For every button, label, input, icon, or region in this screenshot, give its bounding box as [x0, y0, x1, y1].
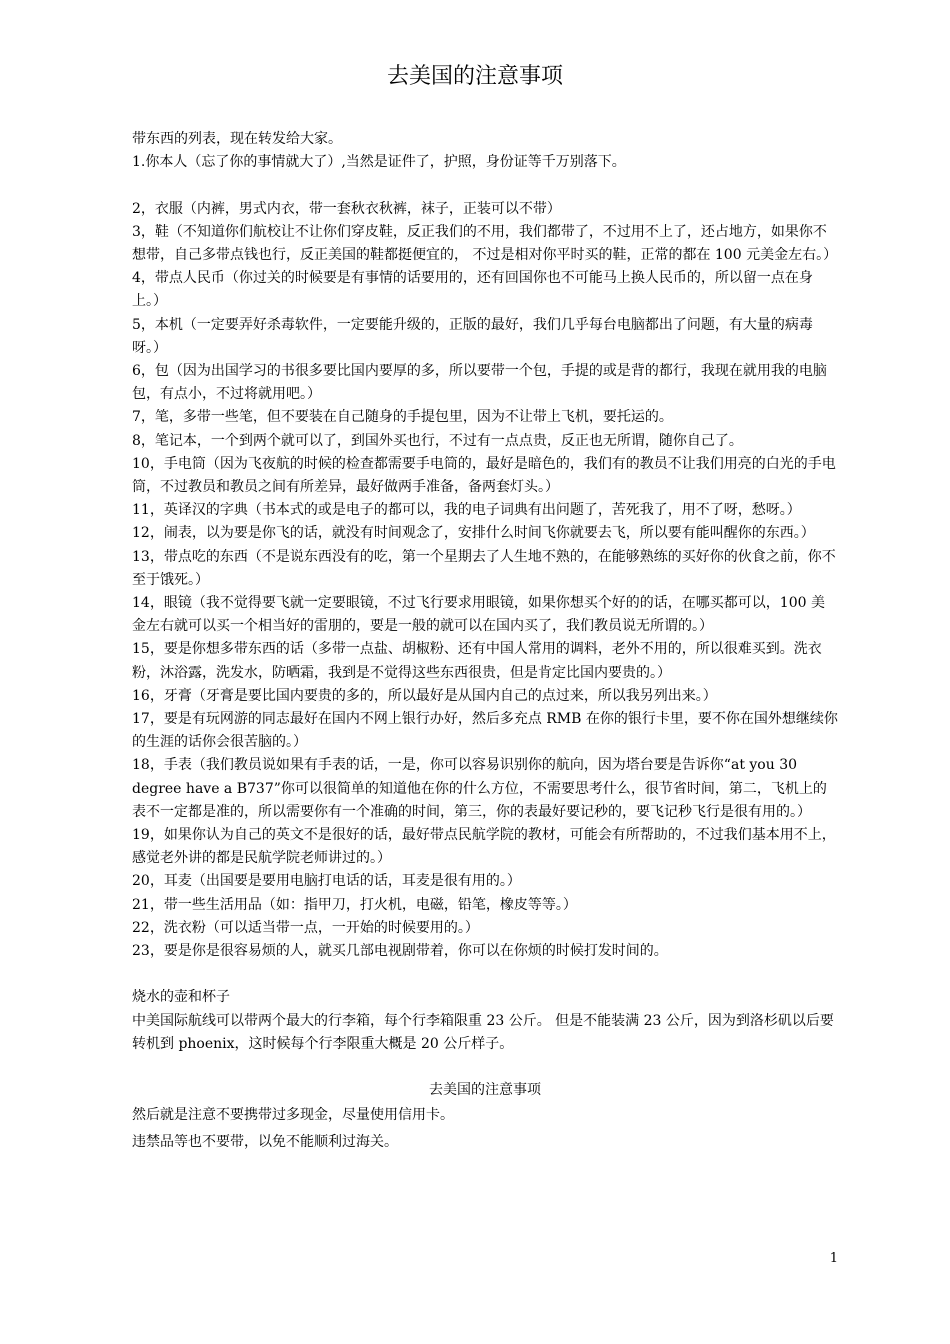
list-item: 2，衣服（内裤，男式内衣，带一套秋衣秋裤，袜子，正装可以不带）: [132, 200, 561, 217]
section-heading: 烧水的壶和杯子: [132, 989, 230, 1006]
list-item: 7，笔，多带一些笔，但不要装在自己随身的手提包里，因为不让带上飞机，要托运的。: [132, 409, 673, 426]
luggage-paragraph: 中美国际航线可以带两个最大的行李箱，每个行李箱限重 23 公斤。 但是不能装满 23 公斤，因为到洛杉矶以后要转机到 phoenix，这时候每个行李限重大概是 20 公斤样子。: [132, 1012, 834, 1052]
closing-line: 然后就是注意不要携带过多现金，尽量使用信用卡。: [132, 1107, 454, 1124]
list-item: 11，英译汉的字典（书本式的或是电子的都可以，我的电子词典有出问题了，苦死我了，用不了呀，愁呀。）: [132, 502, 801, 519]
list-item: 4，带点人民币（你过关的时候要是有事情的话要用的，还有回国你也不可能马上换人民币的，所以留一点在身上。）: [132, 270, 813, 310]
list-item: 3，鞋（不知道你们航校让不让你们穿皮鞋，反正我们的不用，我们都带了，不过用不上了，还占地方，如果你不想带，自己多带点钱也行，反正美国的鞋都挺便宜的， 不过是相对你平时买的鞋，正常的都在 100 元美金左右。）: [132, 223, 838, 263]
spacer: [132, 963, 838, 986]
closing-line: 违禁品等也不要带，以免不能顺利过海关。: [132, 1134, 398, 1151]
list-item: 5，本机（一定要弄好杀毒软件，一定要能升级的，正版的最好，我们几乎每台电脑都出了问题，有大量的病毒呀。）: [132, 316, 813, 356]
list-item: 16，牙膏（牙膏是要比国内要贵的多的，所以最好是从国内自己的点过来，所以我另列出来。）: [132, 687, 717, 704]
list-item: 20，耳麦（出国要是要用电脑打电话的话，耳麦是很有用的。）: [132, 873, 521, 890]
intro-line: 带东西的列表，现在转发给大家。: [132, 131, 342, 147]
section-subtitle: 去美国的注意事项: [429, 1082, 541, 1099]
page-number: 1: [829, 1251, 838, 1266]
list-item: 1.你本人（忘了你的事情就大了）,当然是证件了，护照，身份证等千万别落下。: [132, 154, 626, 171]
list-item: 13，带点吃的东西（不是说东西没有的吃，第一个星期去了人生地不熟的，在能够熟练的买好你的伙食之前，你不至于饿死。）: [132, 548, 836, 588]
list-item: 17，要是有玩网游的同志最好在国内不网上银行办好，然后多充点 RMB 在你的银行卡里，要不你在国外想继续你的生涯的话你会很苦脑的。）: [132, 711, 838, 751]
document-title: 去美国的注意事项: [386, 64, 563, 89]
list-item: 21，带一些生活用品（如：指甲刀，打火机，电磁，铅笔，橡皮等等。）: [132, 896, 577, 913]
spacer: [132, 1056, 838, 1079]
list-item: 6，包（因为出国学习的书很多要比国内要厚的多，所以要带一个包，手提的或是背的都行，我现在就用我的电脑包，有点小，不过将就用吧。）: [132, 363, 827, 403]
spacer: [132, 174, 838, 197]
list-item: 14，眼镜（我不觉得要飞就一定要眼镜，不过飞行要求用眼镜，如果你想买个好的的话，在哪买都可以，100 美金左右就可以买一个相当好的雷朋的，要是一般的就可以在国内买了，我们教员说无所谓的。）: [132, 595, 825, 635]
list-item: 15，要是你想多带东西的话（多带一点盐、胡椒粉、还有中国人常用的调料，老外不用的，所以很难买到。洗衣粉，沐浴露，洗发水，防晒霜，我到是不觉得这些东西很贵，但是肯定比国内要贵的。）: [132, 641, 822, 681]
list-item: 10，手电筒（因为飞夜航的时候的检查都需要手电筒的，最好是暗色的，我们有的教员不让我们用亮的白光的手电筒，不过教员和教员之间有所差异，最好做两手准备，备两套灯头。）: [132, 455, 836, 496]
list-item: 22，洗衣粉（可以适当带一点，一开始的时候要用的。）: [132, 919, 479, 936]
list-item: 8，笔记本，一个到两个就可以了，到国外买也行，不过有一点点贵，反正也无所谓，随你自己了。: [132, 432, 743, 449]
document-body: [132, 128, 838, 1156]
list-item: 19，如果你认为自己的英文不是很好的话，最好带点民航学院的教材，可能会有所帮助的，不过我们基本用不上，感觉老外讲的都是民航学院老师讲过的。）: [132, 827, 836, 867]
list-item: 23，要是你是很容易烦的人，就买几部电视剧带着，你可以在你烦的时候打发时间的。: [132, 943, 668, 960]
list-item: 12，闹表，以为要是你飞的话，就没有时间观念了，安排什么时间飞你就要去飞，所以要有能叫醒你的东西。）: [132, 525, 815, 542]
list-item: 18，手表（我们教员说如果有手表的话，一是，你可以容易识别你的航向，因为塔台要是告诉你“at you 30 degree have a B737”你可以很简单的知道他在你的什么方位，不需要思考什么，很节省时间，第二，飞机上的表不一定都是准的，所以需要你有一个准确的时间，第三，你的表最好要记秒的，要飞记秒飞行是很有用的。）: [132, 757, 827, 820]
